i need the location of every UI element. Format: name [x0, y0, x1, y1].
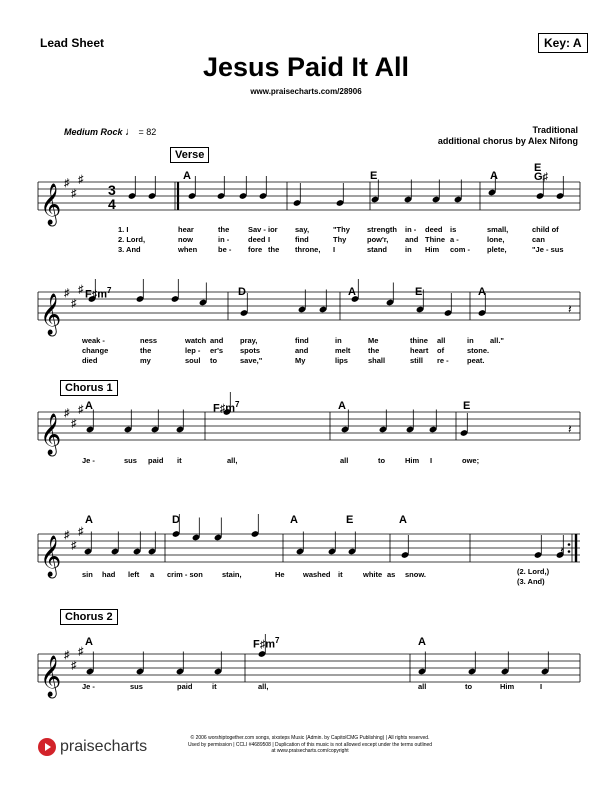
lyric-syllable: Sav -	[248, 225, 266, 234]
lyric-syllable: weak -	[82, 336, 105, 345]
lyric-syllable: say,	[295, 225, 310, 234]
chord-name: A	[490, 170, 498, 182]
chord-name: A	[399, 514, 407, 526]
sharp-icon: ♯	[78, 403, 84, 416]
lyric-syllable: the	[218, 225, 230, 234]
lyric-syllable: sus	[130, 682, 143, 691]
treble-clef-icon: 𝄞	[40, 184, 62, 225]
lyric-syllable: and	[405, 235, 419, 244]
chord-symbol	[290, 514, 298, 526]
sharp-icon: ♯	[78, 525, 84, 538]
chord-symbol	[418, 636, 426, 648]
chord-symbol	[346, 514, 353, 526]
chord-symbol	[85, 514, 93, 526]
chord-bass: G♯	[534, 171, 549, 183]
chord-name: A	[348, 286, 356, 298]
lyric-syllable: "Thy	[333, 225, 350, 234]
lyric-syllable: stand	[367, 245, 388, 254]
credits	[438, 125, 578, 147]
sharp-icon: ♯	[71, 417, 77, 430]
lyric-syllable: lone,	[487, 235, 505, 244]
sharp-icon: ♯	[64, 407, 70, 419]
lyric-syllable: com -	[450, 245, 471, 254]
chord-name: A	[478, 286, 486, 298]
lyric-syllable: in -	[218, 235, 230, 244]
lyric-syllable: to	[378, 456, 386, 465]
lyric-syllable: white	[363, 570, 383, 579]
treble-clef-icon: 𝄞	[40, 414, 62, 455]
lyric-syllable: Me	[368, 336, 379, 345]
chord-name: E	[346, 514, 354, 526]
lyric-syllable: plete,	[487, 245, 507, 254]
chord-symbol	[85, 400, 93, 412]
lyric-syllable: is	[450, 225, 457, 234]
lyric-syllable: Thy	[333, 235, 347, 244]
lyric-syllable: had	[102, 570, 116, 579]
song-url[interactable]: www.praisecharts.com/28906	[250, 87, 362, 96]
sharp-icon: ♯	[78, 645, 84, 658]
lyric-syllable: sin	[82, 570, 93, 579]
lyric-syllable: Je -	[82, 682, 95, 691]
chord-symbol	[478, 286, 486, 298]
lyric-syllable: the	[368, 346, 380, 355]
section-chorus-1: Chorus 1	[60, 380, 118, 396]
lyric-syllable: a -	[450, 235, 459, 244]
lyric-syllable: Him	[405, 456, 420, 465]
lyric-syllable: to	[210, 356, 218, 365]
chord-name: F♯m	[213, 402, 235, 415]
lyric-syllable: stone.	[467, 346, 490, 355]
lyric-syllable: small,	[487, 225, 509, 234]
lyric-syllable: it	[177, 456, 182, 465]
rest-icon: 𝄽	[568, 302, 572, 316]
chord-name: A	[290, 514, 298, 526]
lyric-syllable: watch	[185, 336, 207, 345]
lyric-syllable: spots	[240, 346, 261, 355]
lyric-syllable: ior	[268, 225, 278, 234]
sharp-icon: ♯	[64, 287, 70, 299]
lyric-syllable: all,	[258, 682, 269, 691]
chord-symbol	[253, 636, 279, 651]
footer-line: © 2006 worshiptogether.com songs, sixsteps Music (Admin. by CapitolCMG Publishing) | All rights reserved.	[190, 735, 430, 741]
lyric-syllable: in -	[405, 225, 417, 234]
lyric-syllable: 3. And	[118, 245, 141, 254]
chord-symbol	[85, 636, 93, 648]
lyric-syllable: left	[128, 570, 140, 579]
sharp-icon: ♯	[64, 649, 70, 661]
lyric-syllable: and	[210, 336, 224, 345]
section-chorus-2: Chorus 2	[60, 609, 118, 625]
chord-symbol	[415, 286, 422, 298]
section-verse: Verse	[170, 147, 209, 163]
lyric-syllable: now	[178, 235, 193, 244]
tempo-marking	[64, 126, 156, 138]
sharp-icon: ♯	[78, 283, 84, 296]
lyric-pickup: (2. Lord,)	[517, 567, 550, 576]
chord-symbol	[85, 286, 111, 301]
sharp-icon: ♯	[64, 529, 70, 541]
lyric-syllable: I	[430, 456, 433, 465]
chord-name: D	[238, 286, 246, 298]
sharp-icon: ♯	[78, 173, 84, 186]
lyric-syllable: washed	[303, 570, 331, 579]
lyric-syllable: it	[212, 682, 217, 691]
footer-line: at www.praisecharts.com/copyright	[271, 748, 349, 754]
chord-name: F♯m	[253, 638, 275, 651]
lyric-syllable: I	[540, 682, 543, 691]
lyric-syllable: all."	[490, 336, 504, 345]
lyric-syllable: ness	[140, 336, 158, 345]
lyric-syllable: melt	[335, 346, 351, 355]
lyric-syllable: paid	[148, 456, 164, 465]
lyric-syllable: stain,	[222, 570, 242, 579]
lyric-syllable: He	[275, 570, 285, 579]
tempo-text: Medium Rock	[64, 127, 123, 137]
quarter-note-icon: ♩	[125, 126, 137, 138]
lyric-syllable: in	[405, 245, 412, 254]
lyric-syllable: pray,	[240, 336, 258, 345]
chord-symbol	[370, 170, 377, 182]
lyric-syllable: the	[140, 346, 152, 355]
lyric-syllable: as	[387, 570, 396, 579]
lyric-pickup: (3. And)	[517, 577, 545, 586]
lyric-syllable: 1. I	[118, 225, 129, 234]
lyric-syllable: all	[418, 682, 427, 691]
sharp-icon: ♯	[71, 187, 77, 200]
chord-symbol	[490, 170, 498, 182]
lyric-syllable: save,"	[240, 356, 263, 365]
chord-name: A	[85, 400, 93, 412]
doc-type-label: Lead Sheet	[40, 36, 105, 50]
lyric-syllable: snow.	[405, 570, 426, 579]
sharp-icon: ♯	[71, 297, 77, 310]
praisecharts-logo[interactable]	[38, 738, 147, 756]
lyric-syllable: soul	[185, 356, 201, 365]
lyric-syllable: heart	[410, 346, 429, 355]
chord-name: F♯m	[85, 288, 107, 301]
lyric-syllable: of	[437, 346, 445, 355]
lyric-syllable: shall	[368, 356, 386, 365]
lyric-syllable: all	[437, 336, 446, 345]
chord-name: E	[370, 170, 378, 182]
chord-symbol	[338, 400, 346, 412]
chord-name: E	[463, 400, 471, 412]
lyric-syllable: Him	[500, 682, 515, 691]
lyric-syllable: my	[140, 356, 151, 365]
lyric-syllable: change	[82, 346, 109, 355]
lyric-syllable: deed	[248, 235, 266, 244]
credit-additional: additional chorus by Alex Nifong	[437, 136, 578, 146]
chord-name: E	[534, 162, 542, 174]
copyright-footer	[150, 735, 470, 755]
song-title: Jesus Paid It All	[202, 52, 410, 82]
chord-extension: 7	[107, 286, 112, 295]
chord-name: E	[415, 286, 423, 298]
logo-text: praisecharts	[60, 738, 148, 755]
lyric-syllable: lips	[335, 356, 348, 365]
footer-line: Used by permission | CCLI #4689508 | Duplication of this music is not allowed except under the terms outlined	[187, 741, 433, 748]
chord-name: A	[85, 636, 93, 648]
time-sig-top: 3	[108, 182, 116, 198]
chord-symbol	[399, 514, 407, 526]
chord-extension: 7	[235, 400, 240, 409]
sharp-icon: ♯	[71, 659, 77, 672]
chord-symbol	[534, 162, 548, 183]
chord-extension: 7	[275, 636, 280, 645]
rest-icon: 𝄽	[560, 544, 564, 558]
lyric-syllable: pow'r,	[367, 235, 389, 244]
lyric-syllable: a	[150, 570, 155, 579]
chord-name: A	[418, 636, 426, 648]
lyric-syllable: 2. Lord,	[118, 235, 146, 244]
lyric-syllable: Thine	[425, 235, 445, 244]
lyric-syllable: it	[338, 570, 343, 579]
lyric-syllable: sus	[124, 456, 137, 465]
lyric-syllable: re -	[437, 356, 449, 365]
chord-name: A	[338, 400, 346, 412]
lyric-syllable: can	[532, 235, 545, 244]
lyric-syllable: in	[467, 336, 474, 345]
lyric-syllable: thine	[410, 336, 428, 345]
lyric-syllable: er's	[210, 346, 224, 355]
lyric-syllable: peat.	[467, 356, 485, 365]
tempo-bpm: = 82	[138, 127, 157, 137]
lyric-syllable: and	[295, 346, 309, 355]
lyric-syllable: find	[295, 235, 309, 244]
lyric-syllable: owe;	[462, 456, 480, 465]
rest-icon: 𝄽	[568, 422, 572, 436]
lyric-syllable: child of	[532, 225, 559, 234]
key-badge: Key: A	[538, 33, 588, 53]
lyric-syllable: find	[295, 336, 309, 345]
lyric-syllable: in	[335, 336, 342, 345]
treble-clef-icon: 𝄞	[40, 656, 62, 697]
lyric-syllable: crim - son	[167, 570, 203, 579]
chord-symbol	[172, 514, 180, 526]
play-circle-icon	[38, 738, 56, 756]
treble-clef-icon: 𝄞	[40, 294, 62, 335]
chord-symbol	[348, 286, 356, 298]
chord-symbol	[183, 170, 191, 182]
chord-symbol	[238, 286, 246, 298]
staff	[0, 167, 612, 227]
lyric-syllable: "Je - sus	[532, 245, 564, 254]
lyric-syllable: to	[465, 682, 473, 691]
lyric-syllable: fore	[248, 245, 263, 254]
lyric-syllable: hear	[178, 225, 194, 234]
lyric-syllable: all,	[227, 456, 238, 465]
lyric-syllable: paid	[177, 682, 193, 691]
lyric-syllable: Him	[425, 245, 440, 254]
credit-traditional: Traditional	[532, 125, 578, 135]
sharp-icon: ♯	[71, 539, 77, 552]
chord-name: A	[85, 514, 93, 526]
treble-clef-icon: 𝄞	[40, 536, 62, 577]
time-sig-bottom: 4	[108, 196, 116, 212]
lyric-syllable: Je -	[82, 456, 95, 465]
lyric-syllable: died	[82, 356, 98, 365]
lyric-syllable: I	[268, 235, 271, 244]
lyric-syllable: be -	[218, 245, 232, 254]
chord-name: A	[183, 170, 191, 182]
lyric-syllable: when	[178, 245, 198, 254]
chord-symbol	[463, 400, 470, 412]
lyric-syllable: deed	[425, 225, 443, 234]
lyric-syllable: the	[268, 245, 280, 254]
lyric-syllable: all	[340, 456, 349, 465]
lyric-syllable: I	[333, 245, 336, 254]
lyric-syllable: lep -	[185, 346, 201, 355]
sharp-icon: ♯	[64, 177, 70, 189]
chord-symbol	[213, 400, 239, 415]
lyric-syllable: still	[410, 356, 423, 365]
lyric-syllable: throne,	[295, 245, 321, 254]
lyric-syllable: strength	[367, 225, 397, 234]
chord-name: D	[172, 514, 180, 526]
lyric-syllable: My	[295, 356, 306, 365]
